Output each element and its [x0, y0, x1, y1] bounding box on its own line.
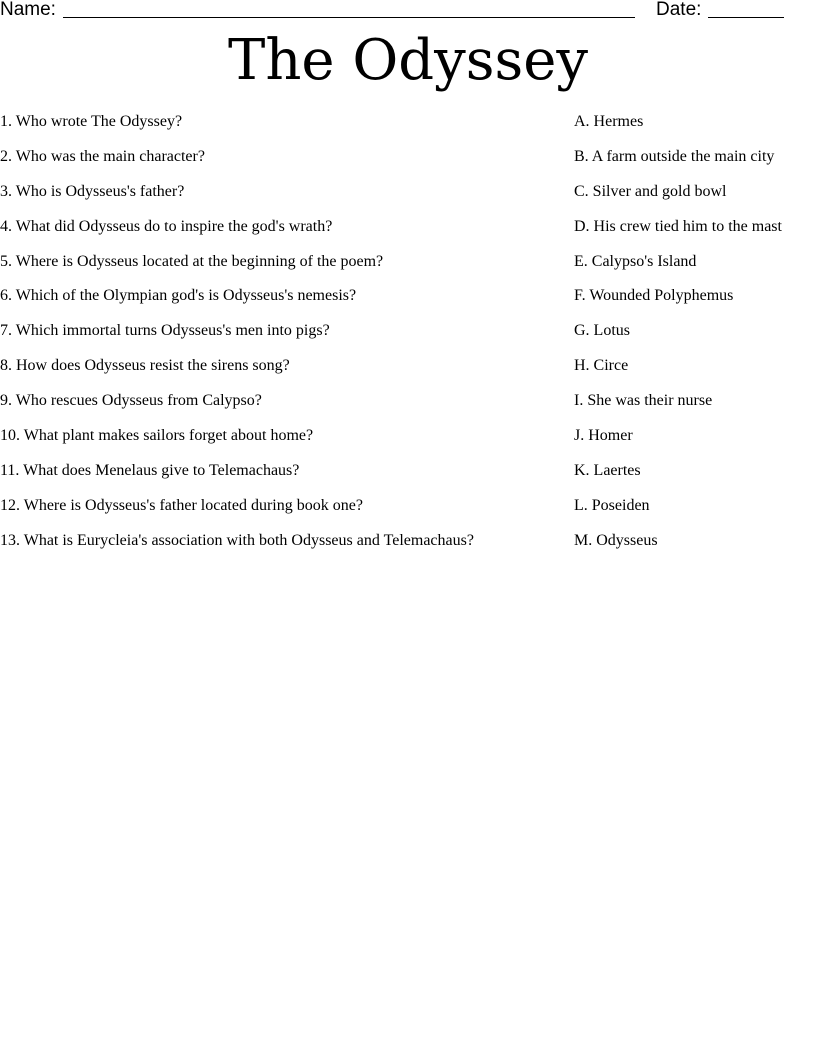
- answer-item: L. Poseiden: [574, 496, 650, 514]
- question-item: 7. Which immortal turns Odysseus's men into pigs?: [0, 322, 330, 340]
- question-item: 9. Who rescues Odysseus from Calypso?: [0, 392, 262, 410]
- answer-item: E. Calypso's Island: [574, 252, 697, 270]
- date-blank-line: [708, 17, 784, 18]
- name-label: Name:: [0, 0, 56, 20]
- question-item: 2. Who was the main character?: [0, 147, 205, 165]
- worksheet-header: [0, 0, 816, 24]
- name-blank-line: [63, 17, 635, 18]
- question-item: 4. What did Odysseus do to inspire the god's wrath?: [0, 217, 333, 235]
- answer-item: K. Laertes: [574, 461, 641, 479]
- question-item: 5. Where is Odysseus located at the beginning of the poem?: [0, 252, 384, 270]
- answer-item: B. A farm outside the main city: [574, 147, 775, 165]
- answer-item: D. His crew tied him to the mast: [574, 217, 782, 235]
- question-item: 10. What plant makes sailors forget about home?: [0, 427, 314, 445]
- date-label: Date:: [656, 0, 702, 20]
- answer-item: G. Lotus: [574, 322, 630, 340]
- answer-item: J. Homer: [574, 427, 633, 445]
- question-item: 13. What is Eurycleia's association with both Odysseus and Telemachaus?: [0, 531, 474, 549]
- answer-item: M. Odysseus: [574, 531, 658, 549]
- worksheet-title: The Odyssey: [227, 28, 588, 93]
- answers-list: [574, 111, 782, 565]
- question-item: 11. What does Menelaus give to Telemachaus?: [0, 461, 300, 479]
- answer-item: F. Wounded Polyphemus: [574, 287, 734, 305]
- question-item: 3. Who is Odysseus's father?: [0, 182, 185, 200]
- questions-list: [0, 111, 474, 565]
- question-item: 12. Where is Odysseus's father located during book one?: [0, 496, 363, 514]
- answer-item: I. She was their nurse: [574, 392, 713, 410]
- question-item: 6. Which of the Olympian god's is Odysseus's nemesis?: [0, 287, 357, 305]
- question-item: 1. Who wrote The Odyssey?: [0, 113, 183, 130]
- answer-item: C. Silver and gold bowl: [574, 182, 727, 200]
- answer-item: H. Circe: [574, 357, 629, 375]
- answer-item: A. Hermes: [574, 113, 644, 130]
- question-item: 8. How does Odysseus resist the sirens song?: [0, 357, 290, 375]
